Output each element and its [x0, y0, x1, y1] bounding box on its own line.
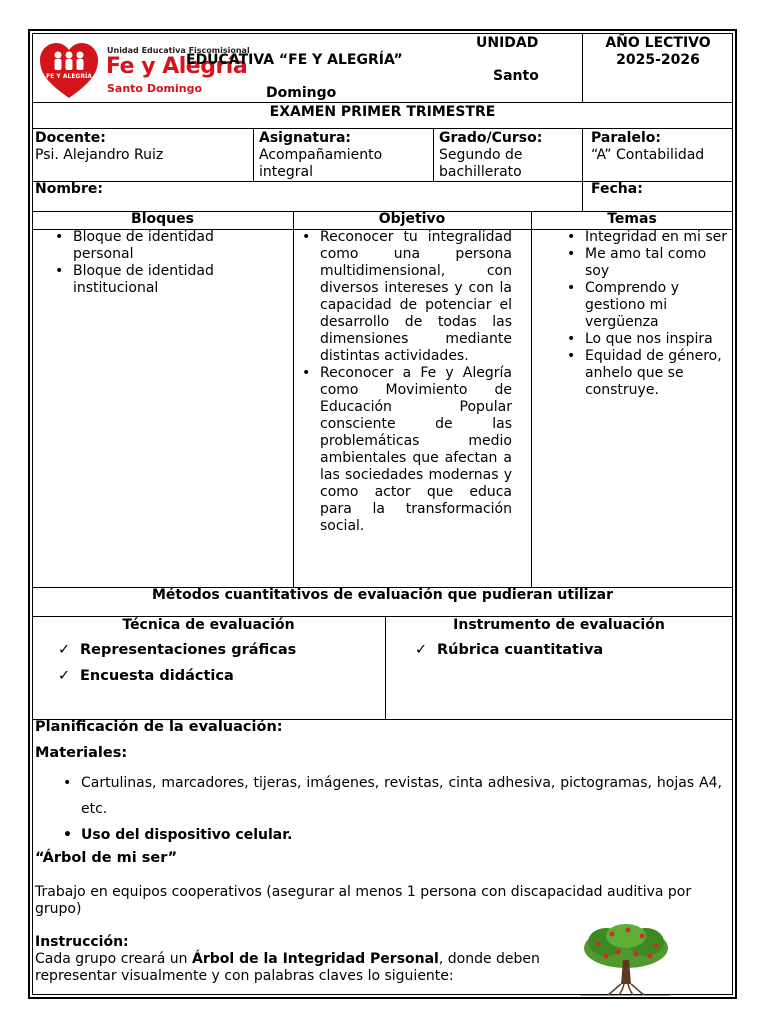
list-item: • Uso del dispositivo celular. [55, 822, 722, 848]
instrumento-header: Instrumento de evaluación [453, 617, 665, 633]
list-item: ✓ Rúbrica cuantitativa [411, 637, 711, 663]
logo-brand-city: Santo Domingo [107, 82, 203, 95]
rule-2 [32, 128, 733, 129]
info-divider-2 [433, 128, 434, 181]
list-item: • Equidad de género, anhelo que se construye. [559, 348, 729, 399]
temas-list [559, 229, 729, 399]
info-divider-1 [253, 128, 254, 181]
instruccion-label: Instrucción: [35, 934, 129, 950]
list-item: • Me amo tal como soy [559, 246, 729, 280]
tecnica-header: Técnica de evaluación [122, 617, 295, 633]
tree-icon [580, 922, 672, 996]
team-text: Trabajo en equipos cooperativos (asegurar al menos 1 persona con discapacidad auditiva por grupo) [35, 884, 692, 917]
bloques-list [47, 229, 247, 297]
tecnica-list [54, 637, 374, 689]
asignatura-label: Asignatura: [259, 130, 352, 146]
list-item: • Bloque de identidad personal [47, 229, 247, 263]
methods-title: Métodos cuantitativos de evaluación que pudieran utilizar [152, 587, 613, 603]
materiales-list [55, 770, 722, 848]
header-divider [582, 33, 583, 102]
list-item: • Cartulinas, marcadores, tijeras, imágenes, revistas, cinta adhesiva, pictogramas, hojas A4, etc. [55, 770, 722, 822]
col-header-objetivo: Objetivo [378, 211, 446, 227]
year-label: AÑO LECTIVO [605, 35, 711, 51]
paralelo-cell [591, 130, 731, 164]
objetivos-list [294, 229, 512, 535]
list-item: • Bloque de identidad institucional [47, 263, 247, 297]
planning-title: Planificación de la evaluación: [35, 719, 283, 735]
list-item: ✓ Representaciones gráficas [54, 637, 374, 663]
list-item: • Integridad en mi ser [559, 229, 729, 246]
logo-badge-text: FE Y ALEGRÍA [46, 73, 92, 80]
header-title-main: EDUCATIVA “FE Y ALEGRÍA” [186, 52, 403, 68]
docente-cell [35, 130, 247, 164]
fecha-label: Fecha: [591, 181, 643, 197]
table-divider-2 [531, 211, 532, 587]
list-item: • Comprendo y gestiono mi vergüenza [559, 280, 729, 331]
header-title-domingo: Domingo [266, 85, 337, 101]
logo-school-small: Unidad Educativa Fiscomisional [107, 46, 250, 55]
asignatura-cell [259, 130, 429, 181]
list-item: • Reconocer a Fe y Alegría como Movimiento de Educación Popular consciente de las problemáticas medio ambientales que afectan a las sociedades modernas y como actor que educa para la transformación social. [294, 365, 512, 535]
header-unit-word: UNIDAD [476, 35, 539, 51]
col-header-bloques: Bloques [131, 211, 194, 227]
info-divider-3 [582, 128, 583, 211]
materiales-label: Materiales: [35, 745, 128, 761]
nombre-label: Nombre: [35, 181, 103, 197]
instruccion-text [35, 951, 565, 985]
instruccion-post: , donde deben representar visualmente y con palabras claves lo siguiente: [35, 951, 540, 984]
logo-brand: Fe y Alegría [106, 54, 248, 79]
year-value: 2025-2026 [616, 52, 700, 68]
list-item: ✓ Encuesta didáctica [54, 663, 374, 689]
paralelo-label: Paralelo: [591, 130, 661, 146]
instrumento-list [411, 637, 711, 663]
docente-label: Docente: [35, 130, 106, 146]
exam-title: EXAMEN PRIMER TRIMESTRE [269, 104, 496, 120]
paralelo-value: “A” Contabilidad [591, 147, 705, 163]
instruccion-pre: Cada grupo creará un [35, 951, 193, 967]
grado-label: Grado/Curso: [439, 130, 543, 146]
list-item: • Reconocer tu integralidad como una persona multidimensional, con diversos intereses y con la capacidad de potenciar el desarrollo de todas las dimensiones mediante distintas actividades. [294, 229, 512, 365]
asignatura-value: Acompañamiento integral [259, 147, 383, 180]
col-header-temas: Temas [607, 211, 657, 227]
tree-illustration [580, 922, 672, 996]
grado-cell [439, 130, 579, 181]
grado-value: Segundo de bachillerato [439, 147, 523, 180]
activity-title: “Árbol de mi ser” [35, 850, 178, 866]
rule-1 [32, 102, 733, 103]
docente-value: Psi. Alejandro Ruiz [35, 147, 164, 163]
school-logo [39, 40, 250, 100]
instruccion-bold: Árbol de la Integridad Personal [192, 951, 439, 967]
tree-baseline [580, 995, 670, 996]
list-item: • Lo que nos inspira [559, 331, 729, 348]
header-title-santo: Santo [493, 68, 539, 84]
